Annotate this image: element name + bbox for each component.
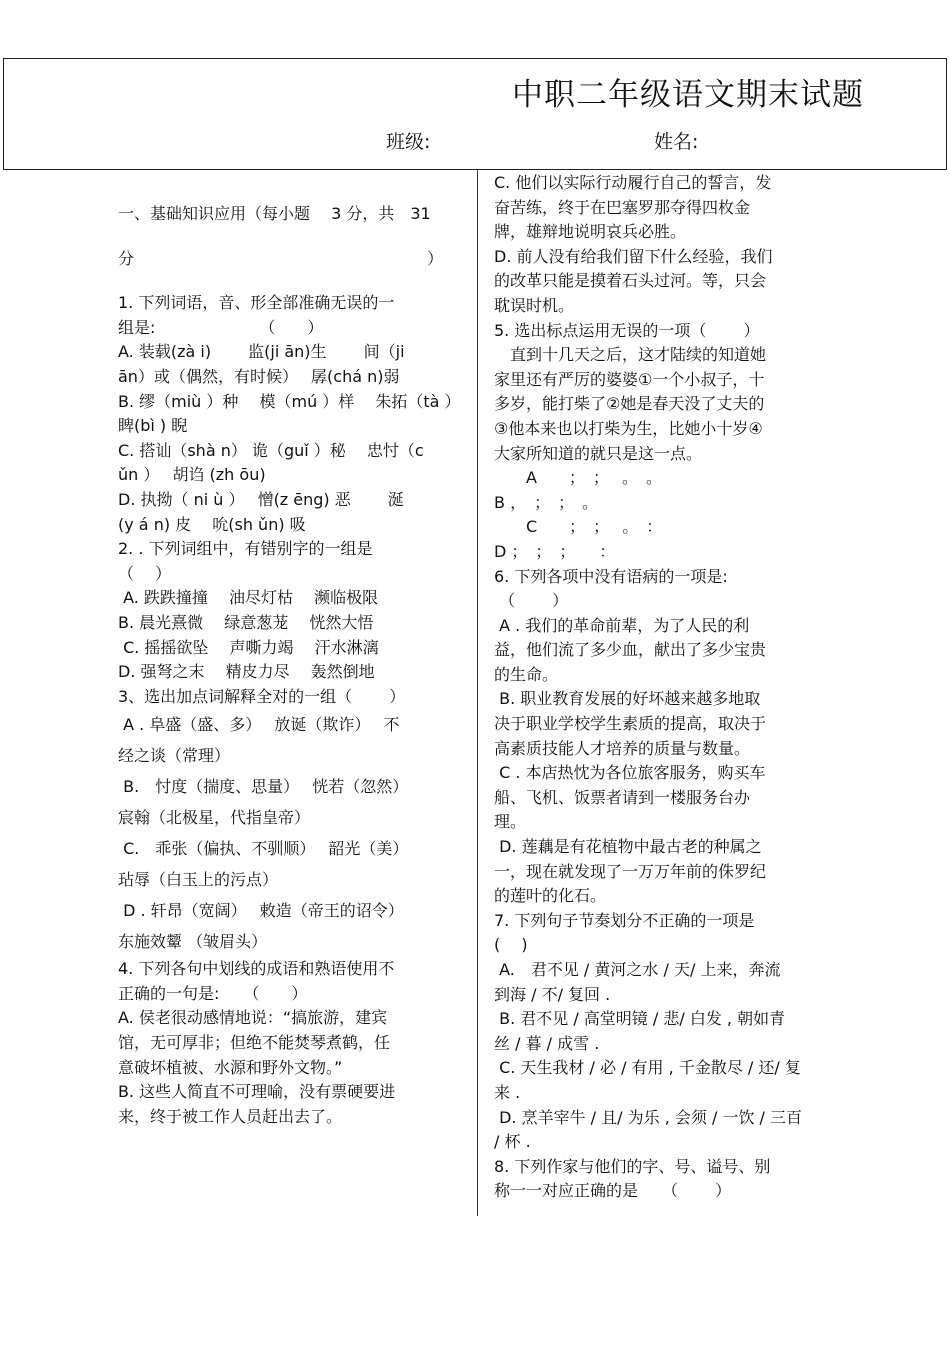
text-line: 船、飞机、饭票者请到一楼服务台办 <box>494 787 751 807</box>
text-line: 称一一对应正确的是 （ ） <box>494 1181 732 1201</box>
text-line: 宸翰（北极星，代指皇帝） <box>118 808 311 828</box>
text-line: 到海 / 不/ 复回 . <box>494 984 611 1004</box>
text-line: 8. 下列作家与他们的字、号、谥号、别 <box>494 1156 771 1176</box>
text-line: C . 本店热忱为各位旅客服务，购买车 <box>494 763 766 783</box>
text-line: A. 君不见 / 黄河之水 / 天/ 上来，奔流 <box>494 960 781 979</box>
text-line: (y á n) 皮 吮(sh ǔn) 吸 <box>118 514 306 534</box>
text-line: 玷辱（白玉上的污点） <box>118 870 279 890</box>
text-line: 经之谈（常理） <box>118 746 231 766</box>
text-line: 耽误时机。 <box>494 295 575 315</box>
text-line: （ ） <box>494 591 569 611</box>
text-line: C. 搭讪（shà n） 诡（guǐ ）秘 忠忖（c <box>118 440 424 460</box>
text-line: A. 装载(zà i) 监(ji ān)生 间（ji <box>118 342 405 362</box>
text-line: B. 忖度（揣度、思量） 恍若（忽然） <box>118 777 409 797</box>
text-line: C. 乖张（偏执、不驯顺） 韶光（美） <box>118 839 409 859</box>
text-line: 来 . <box>494 1082 521 1102</box>
text-line: 高素质技能人才培养的质量与数量。 <box>494 738 751 758</box>
page-title: 中职二年级语文期末试题 <box>512 77 864 113</box>
text-line: 一，现在就发现了一万万年前的侏罗纪 <box>494 861 767 881</box>
text-line: 分 ） <box>118 248 444 268</box>
text-line: B. 这些人简直不可理喻，没有票硬要进 <box>118 1082 396 1102</box>
text-line: 5. 选出标点运用无误的一项（ ） <box>494 320 760 340</box>
text-line: ān）或（偶然，有时候） 孱(chá n)弱 <box>118 366 400 386</box>
text-line: 馆，无可厚非；但绝不能焚琴煮鹤，任 <box>118 1033 391 1053</box>
text-line: C. 摇摇欲坠 声嘶力竭 汗水淋漓 <box>118 637 379 657</box>
text-line: A . 我们的革命前辈，为了人民的利 <box>494 615 750 635</box>
text-line: 牌，雄辩地说明哀兵必胜。 <box>494 222 687 242</box>
text-line: 来，终于被工作人员赶出去了。 <box>118 1106 343 1126</box>
text-line: 3、选出加点词解释全对的一组（ ） <box>118 686 406 706</box>
text-line: A. 跌跌撞撞 油尽灯枯 濒临极限 <box>118 588 379 608</box>
text-line: 7. 下列句子节奏划分不正确的一项是 <box>494 910 755 930</box>
text-line: B. 晨光熹微 绿意葱茏 恍然大悟 <box>118 612 374 632</box>
text-line: 的生命。 <box>494 664 559 684</box>
text-line: / 杯 . <box>494 1132 531 1152</box>
text-line: C. 他们以实际行动履行自己的誓言，发 <box>494 173 772 192</box>
text-line: 直到十几天之后，这才陆续的知道她 <box>494 345 767 365</box>
text-line: C ； ； 。 ： <box>494 517 663 537</box>
text-line: 一、基础知识应用（每小题 3 分，共 31 <box>118 204 431 223</box>
text-line: D. 烹羊宰牛 / 且/ 为乐 , 会须 / 一饮 / 三百 <box>494 1107 803 1127</box>
text-line: 益，他们流了多少血，献出了多少宝贵 <box>494 640 767 660</box>
text-line: B ， ； ； 。 <box>494 492 599 512</box>
column-divider <box>477 170 478 1216</box>
text-line: A . 阜盛（盛、多） 放诞（欺诈） 不 <box>118 715 400 735</box>
text-line: 意破坏植被、水源和野外文物。” <box>118 1057 343 1077</box>
text-line: 2. . 下列词组中，有错别字的一组是 <box>118 539 373 559</box>
text-line: D. 执拗（ ni ù ） 憎(z ēng) 恶 涎 <box>118 489 404 509</box>
text-line: （ ） <box>118 563 172 583</box>
text-line: 4. 下列各句中划线的成语和熟语使用不 <box>118 959 395 979</box>
text-line: 睥(bì ) 睨 <box>118 416 188 436</box>
text-line: 多岁，能打柴了②她是春天没了丈夫的 <box>494 394 765 414</box>
text-line: D. 强弩之末 精皮力尽 轰然倒地 <box>118 662 375 682</box>
text-line: 大家所知道的就只是这一点。 <box>494 443 703 463</box>
text-line: 的莲叶的化石。 <box>494 886 607 906</box>
text-line: 丝 / 暮 / 成雪 . <box>494 1033 600 1053</box>
text-line: 理。 <box>494 812 527 832</box>
name-label: 姓名: <box>654 131 699 153</box>
text-line: 东施效颦 （皱眉头） <box>118 932 268 952</box>
text-line: D. 前人没有给我们留下什么经验，我们 <box>494 246 773 266</box>
text-line: ( ) <box>494 935 528 955</box>
text-line: ǔn ） 胡诌 (zh ōu) <box>118 465 266 485</box>
right-column <box>494 171 834 1204</box>
text-line: A ； ； 。 。 <box>494 468 663 488</box>
class-label: 班级: <box>386 131 431 153</box>
text-line: 的改革只能是摸着石头过河。等，只会 <box>494 271 767 291</box>
text-line: B. 缪（miù ）种 模（mú ）样 朱拓（tà ） <box>118 391 461 411</box>
text-line: D . 轩昂（宽阔） 敕造（帝王的诏令） <box>118 901 404 921</box>
text-line: 1. 下列词语，音、形全部准确无误的一 <box>118 293 395 313</box>
text-line: ③他本来也以打柴为生，比她小十岁④ <box>494 418 763 438</box>
text-line: C. 天生我材 / 必 / 有用 , 千金散尽 / 还/ 复 <box>494 1058 801 1078</box>
text-line: A. 侯老很动感情地说：“搞旅游，建宾 <box>118 1008 388 1028</box>
text-line: 决于职业学校学生素质的提高，取决于 <box>494 714 767 734</box>
text-line: B. 君不见 / 高堂明镜 / 悲/ 白发 , 朝如青 <box>494 1009 786 1029</box>
text-line: D ； ； ； ： <box>494 541 616 561</box>
page-header <box>3 58 947 170</box>
text-line: D. 莲藕是有花植物中最古老的种属之 <box>494 837 762 857</box>
text-line: 正确的一句是: （ ） <box>118 983 308 1003</box>
left-column <box>118 202 464 1129</box>
text-line: 家里还有严厉的婆婆①一个小叔子，十 <box>494 369 765 389</box>
text-line: B. 职业教育发展的好坏越来越多地取 <box>494 689 761 709</box>
text-line: 6. 下列各项中没有语病的一项是: <box>494 566 728 586</box>
text-line: 奋苦练，终于在巴塞罗那夺得四枚金 <box>494 197 751 217</box>
text-line: 组是: （ ） <box>118 317 324 337</box>
